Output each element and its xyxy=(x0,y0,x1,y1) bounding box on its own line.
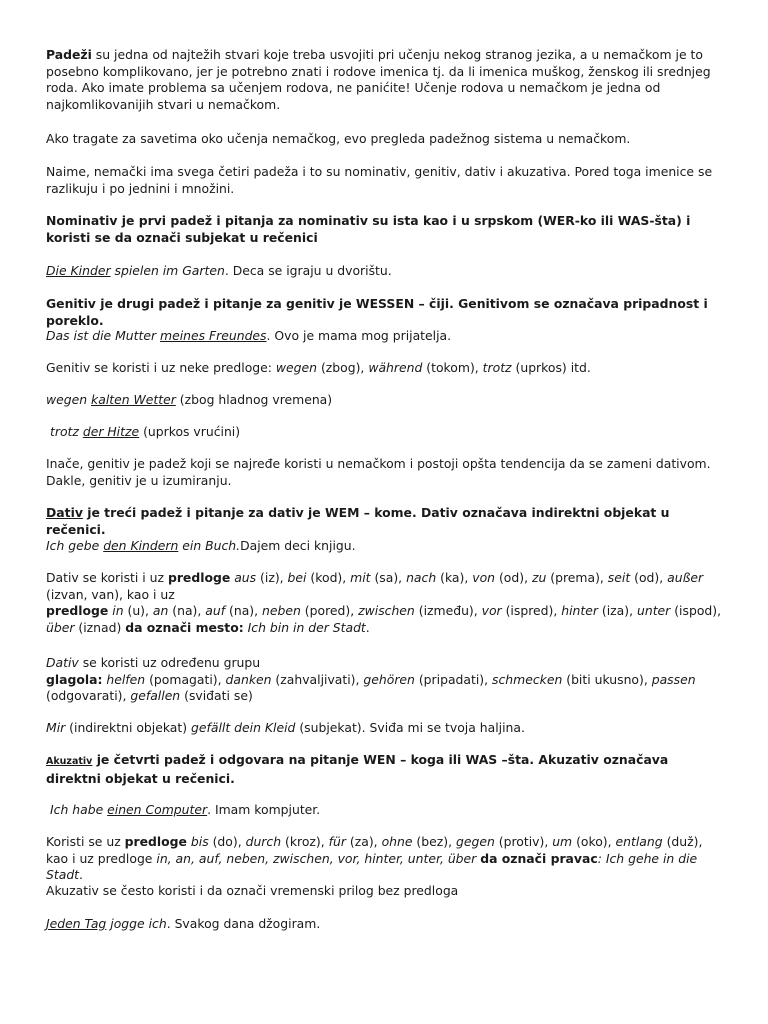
genitiv-note: Inače, genitiv je padež koji se najređe koristi u nemačkom i postoji opšta tendencija da se zameni dativom. Dakle, genitiv je u izumiranju. xyxy=(46,456,711,488)
nominativ-example: Die Kinder spielen im Garten. Deca se igraju u dvorištu. xyxy=(46,263,392,278)
dativ-verbs: Dativ se koristi uz određenu grupu glagola: helfen (pomagati), danken (zahvaljivati), gehören (pripadati), schmecken (biti ukusno), passen (odgovarati), gefallen (sviđati se) xyxy=(46,655,696,704)
genitiv-heading: Genitiv je drugi padež i pitanje za genitiv je WESSEN – čiji. Genitivom se označava pripadnost i poreklo. xyxy=(46,296,708,328)
trotz-example: trotz der Hitze (uprkos vrućini) xyxy=(50,424,241,439)
dativ-example: Ich gebe den Kindern ein Buch.Dajem deci knjigu. xyxy=(46,538,356,553)
intro-paragraph: Padeži su jedna od najtežih stvari koje treba usvojiti pri učenju nekog stranog jezika, a u nemačkom je to posebno komplikovano, jer je potrebno znati i rodove imenica tj. da li imenica muškog, ženskog ili srednjeg roda. Ako imate problema sa učenjem rodova, ne panićite! Učenje rodova u nemačkom je jedna od najkomlikovanijih stvari u nemačkom. xyxy=(46,47,711,112)
akuzativ-prepositions: Koristi se uz predloge bis (do), durch (kroz), für (za), ohne (bez), gegen (protiv), um (oko), entlang (duž), kao i uz predloge in, an, auf, neben, zwischen, vor, hinter, unter, über da označi pravac: Ich gehe in die Stadt. xyxy=(46,834,703,883)
tips-paragraph: Ako tragate za savetima oko učenja nemačkog, evo pregleda padežnog sistema u nemačkom. xyxy=(46,131,631,146)
four-cases-paragraph: Naime, nemački ima svega četiri padeža i to su nominativ, genitiv, dativ i akuzativa. Pored toga imenice se razlikuju i po jednini i množini. xyxy=(46,164,713,196)
akuzativ-heading: Akuzativ je četvrti padež i odgovara na pitanje WEN – koga ili WAS –šta. Akuzativ označava direktni objekat u rečenici. xyxy=(46,752,669,786)
akuzativ-time-note: Akuzativ se često koristi i da označi vremenski prilog bez predloga xyxy=(46,883,459,898)
akuzativ-example: Ich habe einen Computer. Imam kompjuter. xyxy=(50,802,321,817)
intro-term: Padeži xyxy=(46,47,92,62)
akuzativ-time-example: Jeden Tag jogge ich. Svakog dana džogiram. xyxy=(46,916,321,931)
genitiv-prepositions: Genitiv se koristi i uz neke predloge: wegen (zbog), während (tokom), trotz (uprkos) itd. xyxy=(46,360,591,375)
dativ-heading: Dativ je treći padež i pitanje za dativ je WEM – kome. Dativ označava indirektni objekat u rečenici. xyxy=(46,505,670,537)
genitiv-example: Das ist die Mutter meines Freundes. Ovo je mama mog prijatelja. xyxy=(46,328,452,343)
wegen-example: wegen kalten Wetter (zbog hladnog vremena) xyxy=(46,392,333,407)
dativ-prepositions: Dativ se koristi i uz predloge aus (iz), bei (kod), mit (sa), nach (ka), von (od), zu (prema), seit (od), außer (izvan, van), kao i uz predloge in (u), an (na), auf (na), neben (pored), zwischen (između), vor (ispred), hinter (iza), unter (ispod), über (iznad) da označi mesto: Ich bin in der Stadt. xyxy=(46,570,722,635)
dativ-verb-example: Mir (indirektni objekat) gefällt dein Kleid (subjekat). Sviđa mi se tvoja haljina. xyxy=(46,720,525,735)
nominativ-heading: Nominativ je prvi padež i pitanja za nominativ su ista kao i u srpskom (WER-ko ili WAS-šta) i koristi se da označi subjekat u rečenici xyxy=(46,213,691,245)
